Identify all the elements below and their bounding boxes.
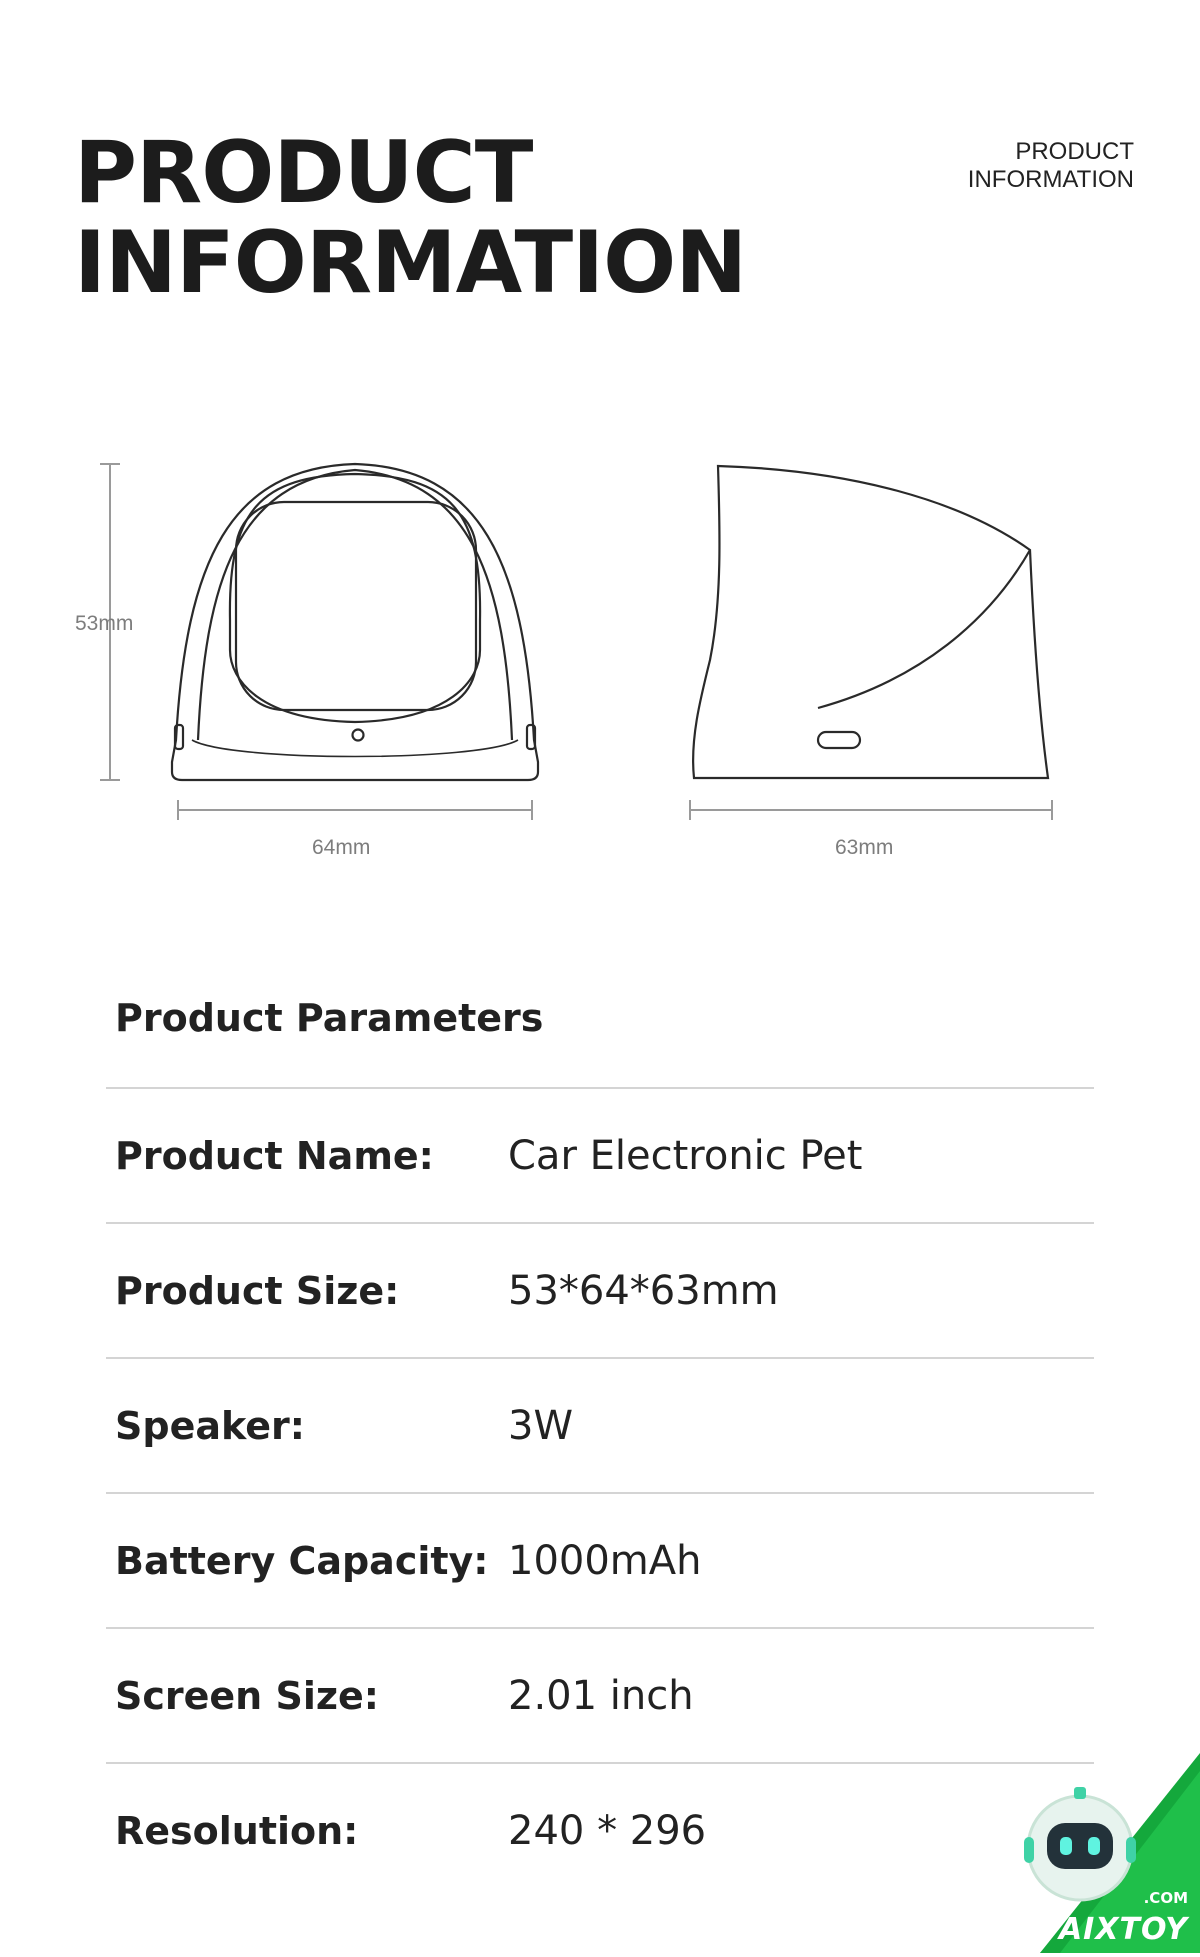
- param-value: 2.01 inch: [508, 1672, 694, 1719]
- table-row: [106, 1762, 1094, 1897]
- depth-dimension-line: [690, 800, 1052, 820]
- table-row: [106, 1222, 1094, 1357]
- param-value: 3W: [508, 1402, 573, 1449]
- width-dimension-label: 64mm: [312, 836, 371, 859]
- logo-name: AIXTOY: [1058, 1912, 1188, 1947]
- param-value: 240 * 296: [508, 1807, 707, 1854]
- page-title-line-2: INFORMATION: [74, 213, 747, 313]
- table-row: [106, 1357, 1094, 1492]
- width-dimension-line: [178, 800, 532, 820]
- dimension-drawings: [0, 440, 1200, 880]
- param-key: Screen Size:: [115, 1673, 379, 1718]
- logo-suffix: .COM: [1143, 1889, 1188, 1907]
- page-title-line-1: PRODUCT: [74, 123, 533, 223]
- robot-mascot-icon: [1024, 1787, 1136, 1900]
- parameters-heading: Product Parameters: [115, 996, 544, 1040]
- parameters-table: [106, 1087, 1094, 1897]
- param-key: Battery Capacity:: [115, 1538, 489, 1583]
- corner-label-line-1: PRODUCT: [1015, 138, 1134, 165]
- param-key: Product Name:: [115, 1133, 434, 1178]
- table-row: [106, 1492, 1094, 1627]
- device-side-view: [693, 466, 1048, 778]
- corner-label: [968, 138, 1134, 194]
- param-value: Car Electronic Pet: [508, 1132, 863, 1179]
- param-key: Speaker:: [115, 1403, 305, 1448]
- device-front-view: [172, 464, 538, 780]
- aixtoy-logo: [1000, 1753, 1200, 1953]
- corner-label-line-2: INFORMATION: [967, 166, 1134, 193]
- height-dimension-label: 53mm: [75, 612, 134, 635]
- table-row: [106, 1087, 1094, 1222]
- page-title: [74, 123, 747, 313]
- param-value: 53*64*63mm: [508, 1267, 779, 1314]
- param-key: Product Size:: [115, 1268, 400, 1313]
- table-row: [106, 1627, 1094, 1762]
- depth-dimension-label: 63mm: [835, 836, 894, 859]
- param-value: 1000mAh: [508, 1537, 702, 1584]
- param-key: Resolution:: [115, 1808, 359, 1853]
